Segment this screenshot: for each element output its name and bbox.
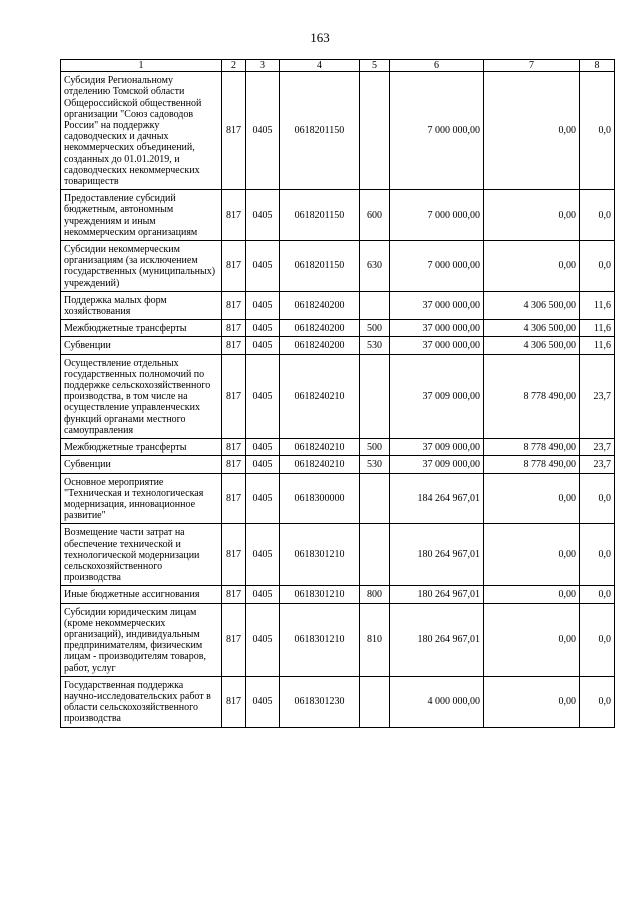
- row-vr: 600: [360, 190, 390, 241]
- row-plan: 37 009 000,00: [390, 456, 484, 473]
- header-cell: 7: [484, 60, 580, 72]
- row-csr: 0618240210: [280, 354, 360, 438]
- row-name-text: Субвенции: [64, 459, 111, 471]
- row-name-text: Государственная поддержка научно-исследовательских работ в области сельскохозяйственного производства: [64, 679, 211, 725]
- row-plan: 37 009 000,00: [390, 439, 484, 456]
- row-name-text: Межбюджетные трансферты: [64, 442, 187, 454]
- row-percent: 0,0: [580, 72, 615, 190]
- row-name-text: Субсидии некоммерческим организациям (за исключением государственных (муниципальных) учреждений): [64, 244, 216, 289]
- row-plan: 7 000 000,00: [390, 190, 484, 241]
- row-name-text: Возмещение части затрат на обеспечение технической и технологической модернизации сельскохозяйственного производства: [64, 527, 200, 584]
- row-csr: 0618240200: [280, 337, 360, 354]
- table-row: [61, 291, 615, 319]
- row-percent: 0,0: [580, 586, 615, 603]
- row-vr: 500: [360, 320, 390, 337]
- row-name-text: Иные бюджетные ассигнования: [64, 589, 200, 601]
- row-plan: 37 000 000,00: [390, 291, 484, 319]
- row-rzpr: 0405: [246, 291, 280, 319]
- header-cell: 4: [280, 60, 360, 72]
- table-row: [61, 337, 615, 354]
- row-name: [61, 241, 222, 292]
- row-grbs: 817: [222, 524, 246, 586]
- row-percent: 23,7: [580, 354, 615, 438]
- row-name: [61, 456, 222, 473]
- row-name: [61, 291, 222, 319]
- row-name-text: Субсидии юридическим лицам (кроме некоммерческих организаций), индивидуальным предпринимателям, физическим лицам - производителям товаров, работ, услуг: [64, 606, 206, 674]
- header-cell: 5: [360, 60, 390, 72]
- row-name: [61, 524, 222, 586]
- row-grbs: 817: [222, 190, 246, 241]
- row-plan: 7 000 000,00: [390, 72, 484, 190]
- header-cell: 3: [246, 60, 280, 72]
- row-plan: 37 000 000,00: [390, 337, 484, 354]
- row-grbs: 817: [222, 241, 246, 292]
- row-percent: 0,0: [580, 524, 615, 586]
- row-plan: 37 000 000,00: [390, 320, 484, 337]
- row-csr: 0618240200: [280, 320, 360, 337]
- row-name-text: Субвенции: [64, 340, 111, 352]
- row-plan: 7 000 000,00: [390, 241, 484, 292]
- row-rzpr: 0405: [246, 72, 280, 190]
- row-fact: 0,00: [484, 190, 580, 241]
- row-percent: 0,0: [580, 603, 615, 676]
- row-name: [61, 337, 222, 354]
- row-csr: 0618301210: [280, 524, 360, 586]
- row-name: [61, 676, 222, 727]
- row-rzpr: 0405: [246, 337, 280, 354]
- row-rzpr: 0405: [246, 586, 280, 603]
- row-percent: 11,6: [580, 337, 615, 354]
- row-vr: 530: [360, 456, 390, 473]
- row-percent: 0,0: [580, 473, 615, 524]
- row-plan: 180 264 967,01: [390, 524, 484, 586]
- row-csr: 0618240200: [280, 291, 360, 319]
- row-vr: [360, 291, 390, 319]
- table-row: [61, 473, 615, 524]
- row-fact: 4 306 500,00: [484, 291, 580, 319]
- header-cell: 8: [580, 60, 615, 72]
- row-grbs: 817: [222, 676, 246, 727]
- row-name-text: Предоставление субсидий бюджетным, автономным учреждениям и иным некоммерческим организациям: [64, 193, 198, 238]
- row-vr: [360, 676, 390, 727]
- header-cell: 6: [390, 60, 484, 72]
- row-grbs: 817: [222, 586, 246, 603]
- budget-table: [60, 59, 615, 728]
- table-row: [61, 603, 615, 676]
- row-csr: 0618300000: [280, 473, 360, 524]
- table-row: [61, 190, 615, 241]
- row-rzpr: 0405: [246, 320, 280, 337]
- row-percent: 11,6: [580, 320, 615, 337]
- row-csr: 0618201150: [280, 190, 360, 241]
- row-name: [61, 320, 222, 337]
- row-fact: 8 778 490,00: [484, 456, 580, 473]
- row-name: [61, 473, 222, 524]
- row-percent: 0,0: [580, 241, 615, 292]
- row-plan: 4 000 000,00: [390, 676, 484, 727]
- row-rzpr: 0405: [246, 676, 280, 727]
- table-row: [61, 586, 615, 603]
- row-grbs: 817: [222, 354, 246, 438]
- row-fact: 0,00: [484, 586, 580, 603]
- row-fact: 0,00: [484, 676, 580, 727]
- row-grbs: 817: [222, 456, 246, 473]
- row-vr: 500: [360, 439, 390, 456]
- header-cell: 2: [222, 60, 246, 72]
- row-rzpr: 0405: [246, 241, 280, 292]
- row-grbs: 817: [222, 72, 246, 190]
- row-vr: 630: [360, 241, 390, 292]
- table-row: [61, 354, 615, 438]
- row-grbs: 817: [222, 439, 246, 456]
- row-fact: 0,00: [484, 473, 580, 524]
- row-csr: 0618240210: [280, 456, 360, 473]
- row-csr: 0618201150: [280, 72, 360, 190]
- row-name: [61, 354, 222, 438]
- row-fact: 0,00: [484, 524, 580, 586]
- row-vr: 810: [360, 603, 390, 676]
- row-name-text: Межбюджетные трансферты: [64, 323, 187, 335]
- page-number: 163: [310, 30, 330, 45]
- row-rzpr: 0405: [246, 524, 280, 586]
- row-fact: 8 778 490,00: [484, 354, 580, 438]
- row-name-text: Субсидия Региональному отделению Томской области Общероссийской общественной организации "Союз садоводов России" на поддержку садоводческих и дачных некоммерческих объединений, созданных до 01.01.2019, и садоводческих некоммерческих товариществ: [64, 75, 202, 188]
- table-row: [61, 524, 615, 586]
- row-name: [61, 603, 222, 676]
- row-rzpr: 0405: [246, 456, 280, 473]
- row-fact: 0,00: [484, 72, 580, 190]
- row-fact: 0,00: [484, 241, 580, 292]
- table-row: [61, 676, 615, 727]
- row-grbs: 817: [222, 603, 246, 676]
- row-percent: 0,0: [580, 190, 615, 241]
- row-rzpr: 0405: [246, 439, 280, 456]
- header-row: [61, 60, 615, 72]
- row-name: [61, 586, 222, 603]
- row-name: [61, 439, 222, 456]
- row-rzpr: 0405: [246, 354, 280, 438]
- table-row: [61, 456, 615, 473]
- row-percent: 23,7: [580, 439, 615, 456]
- row-csr: 0618201150: [280, 241, 360, 292]
- row-grbs: 817: [222, 337, 246, 354]
- table-row: [61, 241, 615, 292]
- row-csr: 0618301230: [280, 676, 360, 727]
- table-row: [61, 439, 615, 456]
- row-vr: [360, 72, 390, 190]
- row-percent: 0,0: [580, 676, 615, 727]
- row-csr: 0618301210: [280, 603, 360, 676]
- row-fact: 8 778 490,00: [484, 439, 580, 456]
- row-percent: 11,6: [580, 291, 615, 319]
- row-grbs: 817: [222, 473, 246, 524]
- row-fact: 4 306 500,00: [484, 337, 580, 354]
- row-rzpr: 0405: [246, 190, 280, 241]
- row-vr: [360, 473, 390, 524]
- row-plan: 37 009 000,00: [390, 354, 484, 438]
- row-name-text: Осуществление отдельных государственных полномочий по поддержке сельскохозяйственного производства, в том числе на осуществление управленческих функций органами местного самоуправления: [64, 357, 211, 436]
- row-rzpr: 0405: [246, 473, 280, 524]
- row-name: [61, 72, 222, 190]
- row-grbs: 817: [222, 320, 246, 337]
- row-plan: 180 264 967,01: [390, 586, 484, 603]
- row-plan: 180 264 967,01: [390, 603, 484, 676]
- header-cell: 1: [61, 60, 222, 72]
- row-grbs: 817: [222, 291, 246, 319]
- row-csr: 0618301210: [280, 586, 360, 603]
- row-name-text: Поддержка малых форм хозяйствования: [64, 294, 167, 318]
- row-csr: 0618240210: [280, 439, 360, 456]
- row-name: [61, 190, 222, 241]
- row-percent: 23,7: [580, 456, 615, 473]
- table-row: [61, 320, 615, 337]
- row-rzpr: 0405: [246, 603, 280, 676]
- row-vr: 530: [360, 337, 390, 354]
- row-vr: 800: [360, 586, 390, 603]
- row-name-text: Основное мероприятие "Техническая и технологическая модернизация, инновационное развитие": [64, 476, 204, 522]
- row-fact: 4 306 500,00: [484, 320, 580, 337]
- row-vr: [360, 354, 390, 438]
- row-fact: 0,00: [484, 603, 580, 676]
- row-vr: [360, 524, 390, 586]
- table-row: [61, 72, 615, 190]
- row-plan: 184 264 967,01: [390, 473, 484, 524]
